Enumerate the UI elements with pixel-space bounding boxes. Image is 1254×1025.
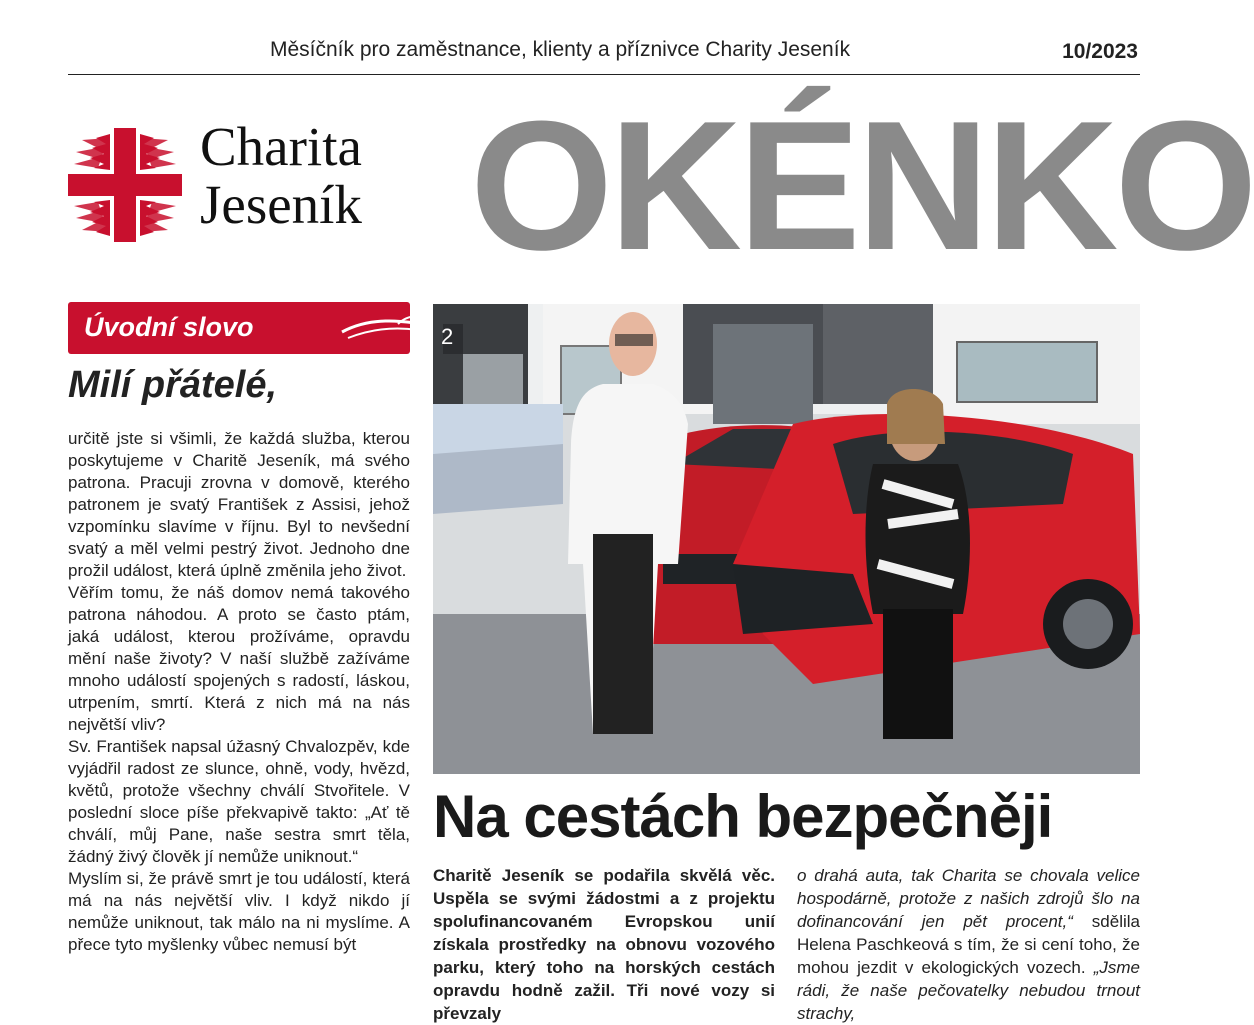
article-lead: Charitě Jeseník se podařila skvělá věc. Uspěla se svými žádostmi a z projektu spolufinancovaném Evropskou unií získala prostředky na obnovu vozového parku, který toho na horských cestách opravdu hodně zažil. Tři nové vozy si převzaly [433, 866, 775, 1023]
masthead-tagline: Měsíčník pro zaměstnance, klienty a příznivce Charity Jeseník [270, 38, 851, 61]
logo-line-2: Jeseník [200, 174, 362, 235]
article-quote-end: „Jsme rádi, že naše pečovatelky nebudou trnout strachy, [797, 958, 1140, 1023]
section-badge [68, 302, 410, 354]
editorial-text [68, 428, 410, 956]
article-text: sdělila Helena Paschkeová s tím, že si cení toho, že mohou jezdit v ekologických vozech. [797, 912, 1140, 977]
building-number: 2 [441, 324, 454, 349]
editorial-paragraph: určitě jste si všimli, že každá služba, kterou poskytujeme v Charitě Jeseník, má svého patrona. Pracuji zrovna v domově, kterého patronem je svatý František z Assisi, jehož vzpomínku slavíme v říjnu. Byl to nevšední svatý a měl velmi pestrý život. Jednoho dne prožil událost, která úplně změnila jeho život. [68, 429, 410, 580]
article-body [797, 864, 1140, 1025]
logo-line-1: Charita [200, 116, 362, 177]
section-label: Úvodní slovo [84, 312, 254, 342]
editorial-paragraph: Myslím si, že právě smrt je tou událostí, která má na nás největší vliv. I když nikdo jí nemůže uniknout, tak málo na ni myslíme. A přece tyto myšlenky vůbec nemusí být [68, 869, 410, 954]
editorial-greeting: Milí přátelé, [68, 364, 278, 406]
article-headline: Na cestách bezpečněji [433, 783, 1053, 850]
article-photo [433, 304, 1140, 774]
issue-number: 10/2023 [1062, 40, 1138, 63]
article-quote-start: o drahá auta, tak Charita se chovala velice hospodárně, protože z našich zdrojů šlo na dofinancování jen pět procent,“ [797, 866, 1140, 931]
masthead-title: OKÉNKO [470, 82, 1254, 288]
editorial-paragraph: Věřím tomu, že náš domov nemá takového patrona náhodou. A proto se často ptám, jaká událost, kterou prožíváme, opravdu mění naše životy? V naší službě zažíváme mnoho událostí spojených s radostí, láskou, utrpením, smrtí. Která z nich má na nás největší vliv? [68, 583, 410, 734]
editorial-paragraph: Sv. František napsal úžasný Chvalozpěv, kde vyjádřil radost ze slunce, ohně, vody, hvězd, květů, protože všechny chválí Stvořitele. V poslední sloce píše překvapivě takto: „Ať tě chválí, můj Pane, naše sestra smrt těla, žádný živý člověk jí nemůže uniknout.“ [68, 737, 410, 866]
swirl-ornament-icon [338, 310, 448, 346]
charita-cross-icon [68, 128, 182, 242]
charita-logo-text [200, 118, 362, 234]
